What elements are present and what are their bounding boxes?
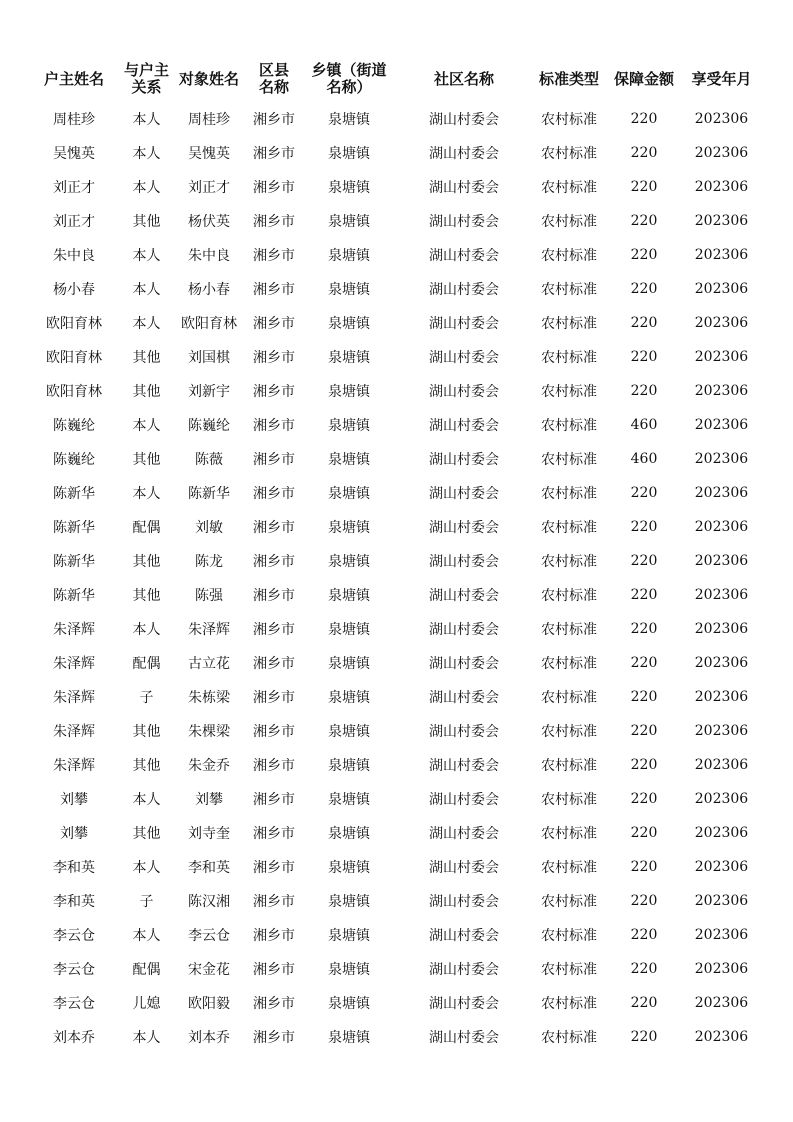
period-cell: 202306 [694,485,749,501]
relation-cell: 子 [139,690,154,706]
period-cell: 202306 [694,961,749,977]
relation-cell: 配偶 [132,656,161,672]
household-head-header: 户主姓名 [43,69,104,88]
period-cell: 202306 [694,689,749,705]
amount-cell: 220 [630,485,658,501]
relation-cell: 配偶 [132,962,161,978]
household-head-cell: 朱中良 [53,248,95,264]
relation-cell: 其他 [132,350,161,366]
recipient-name-cell: 刘敏 [195,520,223,536]
amount-cell: 220 [630,519,658,535]
table-row [24,170,764,204]
community-cell: 湖山村委会 [429,758,499,774]
community-cell: 湖山村委会 [429,248,499,264]
standard-type-cell: 农村标准 [541,962,597,978]
table-row [24,680,764,714]
amount-cell: 220 [630,315,658,331]
relation-cell: 本人 [132,860,161,876]
community-cell: 湖山村委会 [429,384,499,400]
recipient-name-header: 对象姓名 [178,69,239,88]
township-cell: 泉塘镇 [328,996,370,1012]
relation-cell: 其他 [132,554,161,570]
household-head-cell: 李云仓 [53,928,95,944]
standard-type-cell: 农村标准 [541,656,597,672]
period-cell: 202306 [694,519,749,535]
recipient-name-cell: 杨伏英 [188,214,230,230]
relation-cell: 儿媳 [132,996,161,1012]
recipient-name-cell: 李云仓 [188,928,230,944]
amount-cell: 220 [630,655,658,671]
standard-type-cell: 农村标准 [541,486,597,502]
period-cell: 202306 [694,451,749,467]
community-cell: 湖山村委会 [429,520,499,536]
community-cell: 湖山村委会 [429,282,499,298]
township-cell: 泉塘镇 [328,384,370,400]
county-cell: 湘乡市 [253,418,295,434]
table-row [24,408,764,442]
county-cell: 湘乡市 [253,520,295,536]
recipient-name-cell: 宋金花 [188,962,230,978]
relation-cell: 其他 [132,384,161,400]
recipient-name-cell: 古立花 [188,656,230,672]
relation-cell: 本人 [132,486,161,502]
household-head-cell: 陈巍纶 [53,452,95,468]
table-row [24,748,764,782]
county-cell: 湘乡市 [253,384,295,400]
township-cell: 泉塘镇 [328,486,370,502]
standard-type-cell: 农村标准 [541,588,597,604]
relation-cell: 其他 [132,452,161,468]
community-cell: 湖山村委会 [429,826,499,842]
amount-cell: 220 [630,383,658,399]
township-cell: 泉塘镇 [328,588,370,604]
table-row [24,578,764,612]
table-header-row [24,56,764,102]
table-row [24,136,764,170]
relation-cell: 其他 [132,724,161,740]
recipient-name-cell: 周桂珍 [188,112,230,128]
county-cell: 湘乡市 [253,656,295,672]
household-head-cell: 欧阳育林 [46,350,102,366]
recipient-name-cell: 刘本乔 [188,1030,230,1046]
recipient-name-cell: 欧阳育林 [181,316,237,332]
county-cell: 湘乡市 [253,452,295,468]
amount-cell: 220 [630,995,658,1011]
relation-cell: 本人 [132,146,161,162]
township-header: 乡镇（街道 名称） [311,61,387,96]
community-cell: 湖山村委会 [429,180,499,196]
period-cell: 202306 [694,723,749,739]
township-cell: 泉塘镇 [328,860,370,876]
township-cell: 泉塘镇 [328,724,370,740]
amount-cell: 220 [630,587,658,603]
county-cell: 湘乡市 [253,826,295,842]
recipient-name-cell: 陈新华 [188,486,230,502]
township-cell: 泉塘镇 [328,962,370,978]
period-cell: 202306 [694,179,749,195]
community-cell: 湖山村委会 [429,724,499,740]
recipient-name-cell: 陈龙 [195,554,223,570]
standard-type-cell: 农村标准 [541,996,597,1012]
household-head-cell: 李和英 [53,894,95,910]
relation-cell: 本人 [132,316,161,332]
relation-cell: 其他 [132,214,161,230]
household-head-cell: 刘正才 [53,214,95,230]
community-cell: 湖山村委会 [429,1030,499,1046]
amount-cell: 220 [630,723,658,739]
standard-type-cell: 农村标准 [541,112,597,128]
table-row [24,510,764,544]
standard-type-cell: 农村标准 [541,384,597,400]
township-cell: 泉塘镇 [328,214,370,230]
amount-cell: 220 [630,757,658,773]
community-cell: 湖山村委会 [429,656,499,672]
amount-cell: 460 [630,451,658,467]
county-cell: 湘乡市 [253,112,295,128]
county-cell: 湘乡市 [253,792,295,808]
community-cell: 湖山村委会 [429,554,499,570]
period-cell: 202306 [694,859,749,875]
county-cell: 湘乡市 [253,486,295,502]
period-cell: 202306 [694,315,749,331]
standard-type-cell: 农村标准 [541,724,597,740]
county-cell: 湘乡市 [253,962,295,978]
county-cell: 湘乡市 [253,1030,295,1046]
community-cell: 湖山村委会 [429,792,499,808]
county-cell: 湘乡市 [253,928,295,944]
standard-type-cell: 农村标准 [541,214,597,230]
period-cell: 202306 [694,417,749,433]
table-row [24,782,764,816]
amount-cell: 220 [630,825,658,841]
relation-cell: 本人 [132,282,161,298]
table-row [24,850,764,884]
table-row [24,612,764,646]
amount-header: 保障金额 [613,69,674,88]
township-cell: 泉塘镇 [328,690,370,706]
county-cell: 湘乡市 [253,588,295,604]
household-head-cell: 陈新华 [53,520,95,536]
amount-cell: 220 [630,213,658,229]
amount-cell: 220 [630,791,658,807]
community-cell: 湖山村委会 [429,350,499,366]
county-cell: 湘乡市 [253,996,295,1012]
household-head-cell: 刘攀 [60,826,88,842]
household-head-cell: 朱泽辉 [53,656,95,672]
community-cell: 湖山村委会 [429,962,499,978]
recipient-name-cell: 朱中良 [188,248,230,264]
relation-cell: 本人 [132,1030,161,1046]
table-row [24,204,764,238]
county-cell: 湘乡市 [253,690,295,706]
township-cell: 泉塘镇 [328,350,370,366]
table-row [24,476,764,510]
table-body [24,102,764,1054]
amount-cell: 220 [630,281,658,297]
recipient-name-cell: 朱栋梁 [188,690,230,706]
amount-cell: 220 [630,961,658,977]
county-cell: 湘乡市 [253,214,295,230]
relation-cell: 本人 [132,418,161,434]
township-cell: 泉塘镇 [328,554,370,570]
recipient-name-cell: 朱泽辉 [188,622,230,638]
recipient-name-cell: 陈汉湘 [188,894,230,910]
household-head-cell: 朱泽辉 [53,758,95,774]
period-cell: 202306 [694,621,749,637]
benefit-table [24,56,764,1054]
period-cell: 202306 [694,825,749,841]
amount-cell: 220 [630,145,658,161]
community-cell: 湖山村委会 [429,146,499,162]
county-cell: 湘乡市 [253,180,295,196]
community-cell: 湖山村委会 [429,928,499,944]
period-cell: 202306 [694,587,749,603]
county-cell: 湘乡市 [253,248,295,264]
table-row [24,374,764,408]
table-row [24,544,764,578]
household-head-cell: 陈新华 [53,588,95,604]
county-cell: 湘乡市 [253,758,295,774]
amount-cell: 220 [630,893,658,909]
table-row [24,102,764,136]
community-cell: 湖山村委会 [429,622,499,638]
period-cell: 202306 [694,553,749,569]
recipient-name-cell: 李和英 [188,860,230,876]
community-cell: 湖山村委会 [429,690,499,706]
recipient-name-cell: 刘新宇 [188,384,230,400]
standard-type-cell: 农村标准 [541,282,597,298]
relation-cell: 配偶 [132,520,161,536]
household-head-cell: 刘攀 [60,792,88,808]
township-cell: 泉塘镇 [328,1030,370,1046]
household-head-cell: 欧阳育林 [46,384,102,400]
amount-cell: 220 [630,349,658,365]
township-cell: 泉塘镇 [328,112,370,128]
township-cell: 泉塘镇 [328,316,370,332]
standard-type-cell: 农村标准 [541,690,597,706]
amount-cell: 220 [630,247,658,263]
standard-type-cell: 农村标准 [541,622,597,638]
county-cell: 湘乡市 [253,860,295,876]
recipient-name-cell: 陈薇 [195,452,223,468]
recipient-name-cell: 杨小春 [188,282,230,298]
standard-type-cell: 农村标准 [541,520,597,536]
standard-type-cell: 农村标准 [541,418,597,434]
standard-type-cell: 农村标准 [541,316,597,332]
relation-cell: 本人 [132,622,161,638]
community-cell: 湖山村委会 [429,452,499,468]
table-row [24,816,764,850]
household-head-cell: 陈新华 [53,486,95,502]
table-row [24,918,764,952]
community-cell: 湖山村委会 [429,418,499,434]
standard-type-cell: 农村标准 [541,758,597,774]
township-cell: 泉塘镇 [328,928,370,944]
relation-cell: 本人 [132,928,161,944]
community-header: 社区名称 [433,69,494,88]
relation-cell: 本人 [132,248,161,264]
period-cell: 202306 [694,247,749,263]
county-header: 区县 名称 [258,61,289,96]
standard-type-cell: 农村标准 [541,554,597,570]
table-row [24,238,764,272]
household-head-cell: 刘正才 [53,180,95,196]
period-cell: 202306 [694,213,749,229]
household-head-cell: 朱泽辉 [53,622,95,638]
period-header: 享受年月 [691,69,752,88]
township-cell: 泉塘镇 [328,452,370,468]
period-cell: 202306 [694,1029,749,1045]
relation-cell: 其他 [132,588,161,604]
amount-cell: 460 [630,417,658,433]
community-cell: 湖山村委会 [429,214,499,230]
recipient-name-cell: 吴愧英 [188,146,230,162]
period-cell: 202306 [694,655,749,671]
household-head-cell: 朱泽辉 [53,724,95,740]
community-cell: 湖山村委会 [429,316,499,332]
community-cell: 湖山村委会 [429,588,499,604]
standard-type-cell: 农村标准 [541,452,597,468]
community-cell: 湖山村委会 [429,894,499,910]
standard-type-cell: 农村标准 [541,1030,597,1046]
amount-cell: 220 [630,1029,658,1045]
relation-cell: 本人 [132,112,161,128]
township-cell: 泉塘镇 [328,248,370,264]
amount-cell: 220 [630,927,658,943]
recipient-name-cell: 刘攀 [195,792,223,808]
table-row [24,952,764,986]
township-cell: 泉塘镇 [328,622,370,638]
household-head-cell: 朱泽辉 [53,690,95,706]
recipient-name-cell: 刘寺奎 [188,826,230,842]
township-cell: 泉塘镇 [328,146,370,162]
standard-type-cell: 农村标准 [541,248,597,264]
period-cell: 202306 [694,145,749,161]
standard-type-cell: 农村标准 [541,180,597,196]
period-cell: 202306 [694,349,749,365]
standard-type-cell: 农村标准 [541,894,597,910]
county-cell: 湘乡市 [253,146,295,162]
household-head-cell: 吴愧英 [53,146,95,162]
recipient-name-cell: 朱金乔 [188,758,230,774]
household-head-cell: 刘本乔 [53,1030,95,1046]
township-cell: 泉塘镇 [328,792,370,808]
standard-type-cell: 农村标准 [541,146,597,162]
township-cell: 泉塘镇 [328,520,370,536]
relation-cell: 本人 [132,792,161,808]
county-cell: 湘乡市 [253,554,295,570]
community-cell: 湖山村委会 [429,996,499,1012]
standard-type-header: 标准类型 [538,69,599,88]
household-head-cell: 周桂珍 [53,112,95,128]
household-head-cell: 李和英 [53,860,95,876]
township-cell: 泉塘镇 [328,180,370,196]
relation-cell: 其他 [132,826,161,842]
county-cell: 湘乡市 [253,622,295,638]
table-row [24,340,764,374]
household-head-cell: 李云仓 [53,996,95,1012]
standard-type-cell: 农村标准 [541,928,597,944]
household-head-cell: 陈新华 [53,554,95,570]
standard-type-cell: 农村标准 [541,792,597,808]
table-row [24,884,764,918]
amount-cell: 220 [630,859,658,875]
standard-type-cell: 农村标准 [541,860,597,876]
recipient-name-cell: 欧阳毅 [188,996,230,1012]
county-cell: 湘乡市 [253,350,295,366]
township-cell: 泉塘镇 [328,758,370,774]
amount-cell: 220 [630,111,658,127]
standard-type-cell: 农村标准 [541,350,597,366]
table-row [24,646,764,680]
period-cell: 202306 [694,111,749,127]
amount-cell: 220 [630,621,658,637]
household-head-cell: 杨小春 [53,282,95,298]
township-cell: 泉塘镇 [328,418,370,434]
relation-cell: 子 [139,894,154,910]
county-cell: 湘乡市 [253,724,295,740]
county-cell: 湘乡市 [253,282,295,298]
recipient-name-cell: 刘国棋 [188,350,230,366]
period-cell: 202306 [694,893,749,909]
recipient-name-cell: 刘正才 [188,180,230,196]
table-row [24,986,764,1020]
county-cell: 湘乡市 [253,894,295,910]
table-row [24,306,764,340]
period-cell: 202306 [694,995,749,1011]
relation-cell: 其他 [132,758,161,774]
community-cell: 湖山村委会 [429,112,499,128]
table-row [24,714,764,748]
county-cell: 湘乡市 [253,316,295,332]
period-cell: 202306 [694,383,749,399]
township-cell: 泉塘镇 [328,282,370,298]
amount-cell: 220 [630,179,658,195]
recipient-name-cell: 陈巍纶 [188,418,230,434]
period-cell: 202306 [694,927,749,943]
period-cell: 202306 [694,791,749,807]
recipient-name-cell: 朱棵梁 [188,724,230,740]
community-cell: 湖山村委会 [429,860,499,876]
township-cell: 泉塘镇 [328,826,370,842]
household-head-cell: 陈巍纶 [53,418,95,434]
community-cell: 湖山村委会 [429,486,499,502]
period-cell: 202306 [694,757,749,773]
township-cell: 泉塘镇 [328,656,370,672]
period-cell: 202306 [694,281,749,297]
relation-cell: 本人 [132,180,161,196]
standard-type-cell: 农村标准 [541,826,597,842]
table-row [24,442,764,476]
household-head-cell: 欧阳育林 [46,316,102,332]
amount-cell: 220 [630,553,658,569]
relation-header: 与户主 关系 [124,61,170,96]
township-cell: 泉塘镇 [328,894,370,910]
household-head-cell: 李云仓 [53,962,95,978]
table-row [24,272,764,306]
amount-cell: 220 [630,689,658,705]
table-row [24,1020,764,1054]
recipient-name-cell: 陈强 [195,588,223,604]
